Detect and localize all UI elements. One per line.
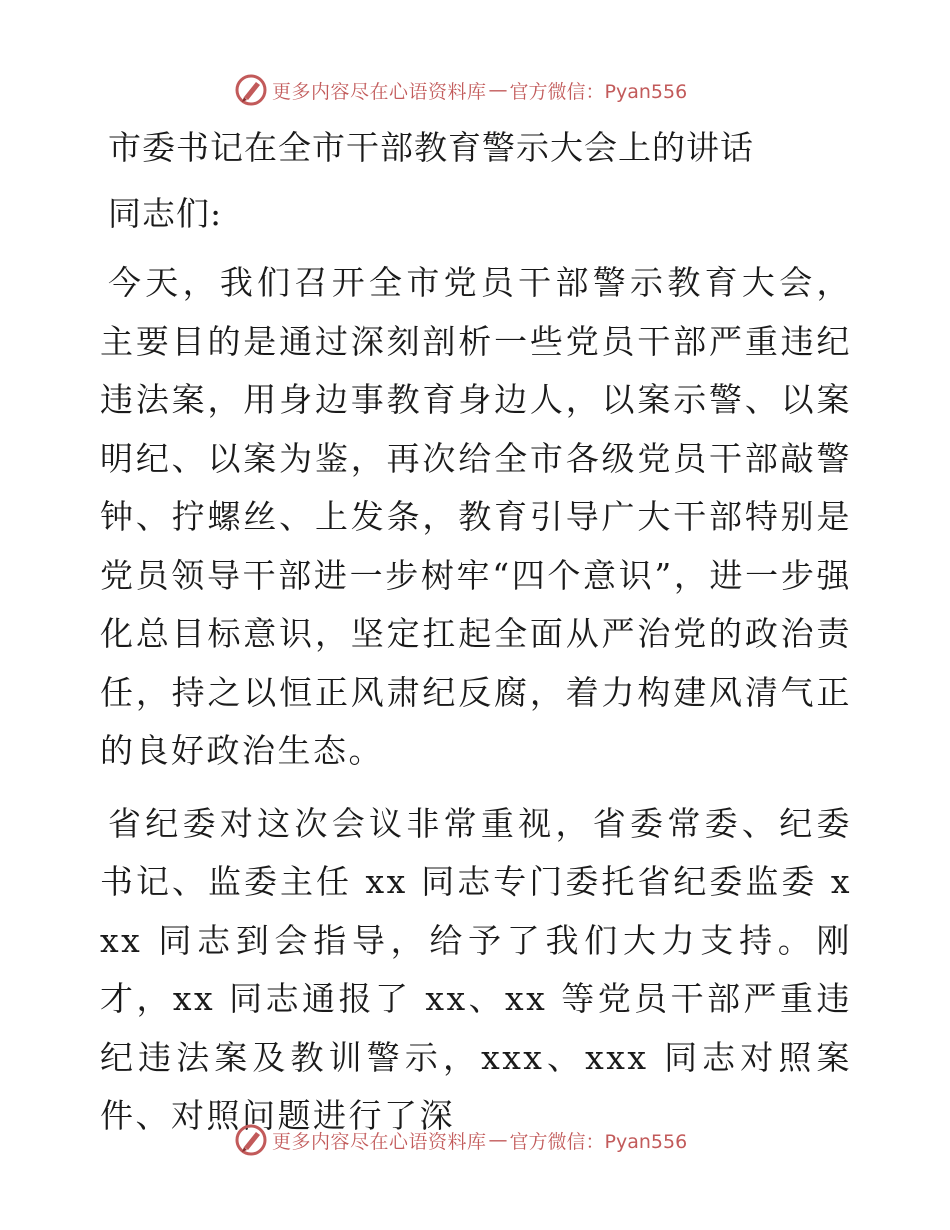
- footer-watermark: [234, 1120, 734, 1160]
- header-watermark: [234, 70, 734, 110]
- paragraph: 今天，我们召开全市党员干部警示教育大会，主要目的是通过深刻剖析一些党员干部严重违纪违法案，用身边事教育身边人，以案示警、以案明纪、以案为鉴，再次给全市各级党员干部敲警钟、拧螺丝、上发条，教育引导广大干部特别是党员领导干部进一步树牢“四个意识”，进一步强化总目标意识，坚定扛起全面从严治党的政治责任，持之以恒正风肃纪反腐，着力构建风清气正的良好政治生态。: [100, 263, 852, 770]
- watermark-separator: —: [488, 1129, 508, 1151]
- salutation: 同志们:: [108, 194, 223, 233]
- pen-logo-icon: [234, 73, 268, 107]
- document-title: 市委书记在全市干部教育警示大会上的讲话: [108, 128, 754, 167]
- watermark-text: 更多内容尽在心语资料库: [272, 80, 487, 103]
- watermark-contact: 官方微信：Pyan556: [509, 1130, 688, 1153]
- document-body: [100, 120, 852, 1160]
- watermark-text: 更多内容尽在心语资料库: [272, 1130, 487, 1153]
- paragraph: 省纪委对这次会议非常重视，省委常委、纪委书记、监委主任 xx 同志专门委托省纪委监委 xxx 同志到会指导，给予了我们大力支持。刚才，xx 同志通报了 xx、xx 等党员干部严重违纪违法案及教训警示，xxx、xxx 同志对照案件、对照问题进行了深: [100, 803, 852, 1135]
- watermark-contact: 官方微信：Pyan556: [509, 80, 688, 103]
- pen-logo-icon: [234, 1123, 268, 1157]
- watermark-separator: —: [488, 79, 508, 101]
